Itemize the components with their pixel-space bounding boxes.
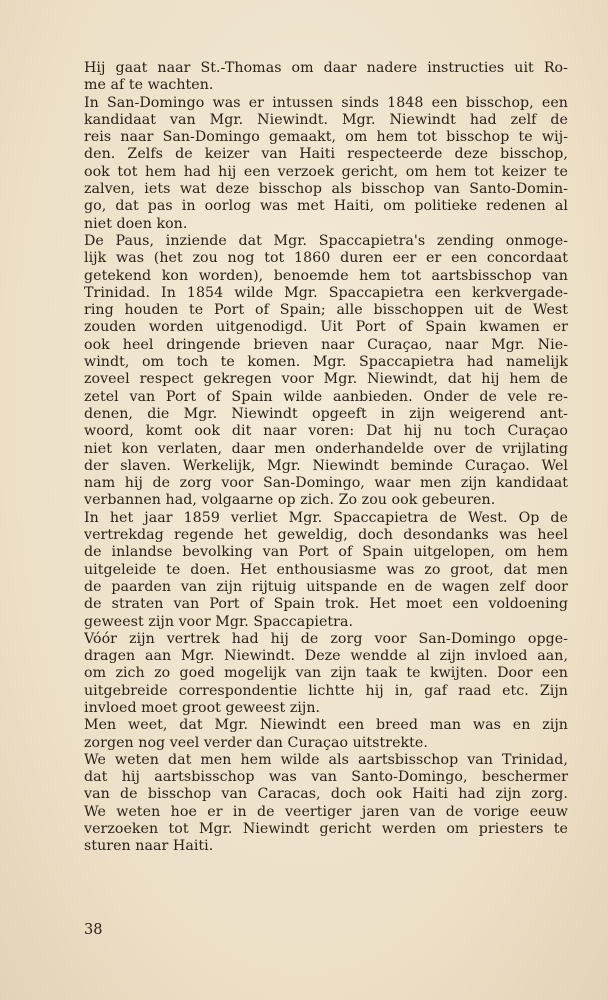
text-line: lijk was (het zou nog tot 1860 duren eer er een concordaat: [84, 250, 568, 267]
text-line: om zich zo goed mogelijk van zijn taak te kwijten. Door een: [84, 665, 568, 682]
text-line: In het jaar 1859 verliet Mgr. Spaccapietra de West. Op de: [84, 509, 568, 526]
text-line: ring houden te Port of Spain; alle bisschoppen uit de West: [84, 302, 568, 319]
text-line: niet doen kon.: [84, 215, 188, 232]
text-line: der slaven. Werkelijk, Mgr. Niewindt beminde Curaçao. Wel: [84, 457, 568, 474]
text-line: zoveel respect gekregen voor Mgr. Niewindt, dat hij hem de: [84, 371, 568, 388]
text-line: Trinidad. In 1854 wilde Mgr. Spaccapietra een kerkvergade-: [84, 284, 568, 301]
text-line: verzoeken tot Mgr. Niewindt gericht werden om priesters te: [84, 821, 568, 838]
text-line: In San-Domingo was er intussen sinds 1848 een bisschop, een: [84, 94, 568, 111]
text-line: denen, die Mgr. Niewindt opgeeft in zijn weigerend ant-: [84, 405, 568, 422]
text-line: dat hij aartsbisschop was van Santo-Domingo, beschermer: [84, 769, 568, 786]
text-line: windt, om toch te komen. Mgr. Spaccapietra had namelijk: [84, 354, 568, 371]
text-line: woord, komt ook dit naar voren: Dat hij nu toch Curaçao: [84, 423, 568, 440]
text-line: zetel van Port of Spain wilde aanbieden. Onder de vele re-: [84, 388, 568, 405]
text-line: zouden worden uitgenodigd. Uit Port of Spain kwamen er: [84, 319, 568, 336]
page-number: 38: [84, 922, 103, 938]
text-line: de inlandse bevolking van Port of Spain uitgelopen, om hem: [84, 544, 568, 561]
text-line: niet kon verlaten, daar men onderhandelde over de vrijlating: [84, 440, 568, 457]
text-line: uitgebreide correspondentie lichtte hij in, gaf raad etc. Zijn: [84, 682, 568, 699]
text-line: vertrekdag regende het geweldig, doch desondanks was heel: [84, 527, 568, 544]
text-line: van de bisschop van Caracas, doch ook Haiti had zijn zorg.: [84, 786, 568, 803]
text-line: go, dat pas in oorlog was met Haiti, om politieke redenen al: [84, 198, 568, 215]
text-line: reis naar San-Domingo gemaakt, om hem tot bisschop te wij-: [84, 129, 568, 146]
text-line: de paarden van zijn rijtuig uitspande en de wagen zelf door: [84, 578, 568, 595]
text-line: den. Zelfs de keizer van Haiti respecteerde deze bisschop,: [84, 146, 568, 163]
text-line: de straten van Port of Spain trok. Het moet een voldoening: [84, 596, 568, 613]
body-text: [84, 60, 568, 856]
text-line: zorgen nog veel verder dan Curaçao uitstrekte.: [84, 734, 428, 751]
text-line: uitgeleide te doen. Het enthousiasme was zo groot, dat men: [84, 561, 568, 578]
text-line: Vóór zijn vertrek had hij de zorg voor San-Domingo opge-: [84, 630, 568, 647]
text-line: kandidaat van Mgr. Niewindt. Mgr. Niewindt had zelf de: [84, 111, 568, 128]
text-line: Men weet, dat Mgr. Niewindt een breed man was en zijn: [84, 717, 568, 734]
text-line: me af te wachten.: [84, 77, 214, 94]
text-line: De Paus, inziende dat Mgr. Spaccapietra's zending onmoge-: [84, 232, 568, 249]
text-line: invloed moet groot geweest zijn.: [84, 699, 321, 716]
text-line: We weten dat men hem wilde als aartsbisschop van Trinidad,: [84, 751, 568, 768]
text-line: getekend kon worden), benoemde hem tot aartsbisschop van: [84, 267, 568, 284]
text-line: geweest zijn voor Mgr. Spaccapietra.: [84, 613, 354, 630]
text-line: zalven, iets wat deze bisschop als bisschop van Santo-Domin-: [84, 181, 568, 198]
text-line: Hij gaat naar St.-Thomas om daar nadere instructies uit Ro-: [84, 60, 568, 76]
text-line: verbannen had, volgaarne op zich. Zo zou ook gebeuren.: [84, 492, 496, 509]
text-line: nam hij de zorg voor San-Domingo, waar men zijn kandidaat: [84, 475, 568, 492]
text-line: ook heel dringende brieven naar Curaçao, naar Mgr. Nie-: [84, 336, 568, 353]
text-line: dragen aan Mgr. Niewindt. Deze wendde al zijn invloed aan,: [84, 648, 568, 665]
text-line: sturen naar Haiti.: [84, 838, 214, 855]
text-line: ook tot hem had hij een verzoek gericht, om hem tot keizer te: [84, 163, 568, 180]
text-line: We weten hoe er in de veertiger jaren van de vorige eeuw: [84, 803, 568, 820]
